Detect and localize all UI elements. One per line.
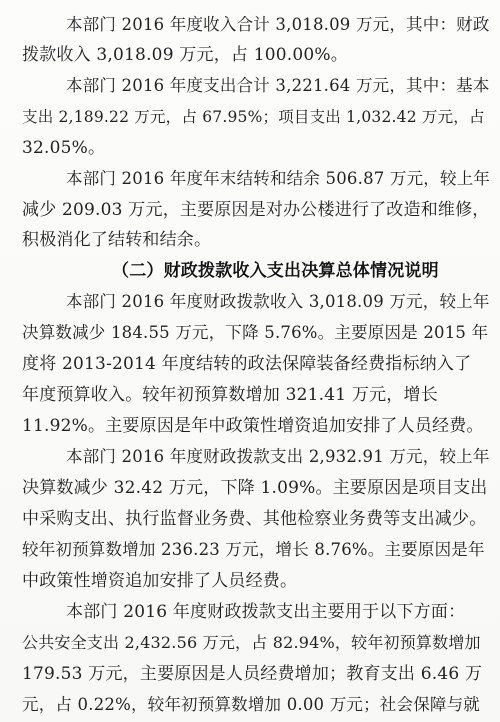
text-line: 支出 2,189.22 万元，占 67.95%；项目支出 1,032.42 万元，占 (22, 108, 485, 126)
text-line: 11.92%。主要原因是年中政策性增资追加安排了人员经费。 (22, 416, 484, 436)
section-heading: （二）财政拨款收入支出决算总体情况说明 (112, 261, 439, 281)
text-line: 本部门 2016 年度支出合计 3,221.64 万元，其中：基本 (66, 76, 490, 95)
text-line: 32.05%。 (22, 138, 106, 158)
text-line: 本部门 2016 年度财政拨款支出 2,932.91 万元，较上年 (66, 447, 490, 466)
text-line: 年度预算收入。较年初预算数增加 321.41 万元，增长 (22, 385, 438, 405)
text-line: 本部门 2016 年度收入合计 3,018.09 万元，其中：财政 (66, 15, 490, 34)
text-line: 公共安全支出 2,432.56 万元，占 82.94%，较年初预算数增加 (22, 633, 481, 652)
text-line: 决算数减少 32.42 万元，下降 1.09%。主要原因是项目支出 (22, 478, 488, 498)
text-line: 减少 209.03 万元，主要原因是对办公楼进行了改造和维修， (22, 200, 490, 220)
text-line: 本部门 2016 年度财政拨款支出主要用于以下方面： (66, 602, 466, 622)
text-line: 积极消化了结转和结余。 (22, 230, 212, 250)
text-line: 本部门 2016 年度财政拨款收入 3,018.09 万元，较上年 (66, 292, 490, 311)
text-line: 较年初预算数增加 236.23 万元，增长 8.76%。主要原因是年 (22, 540, 485, 559)
text-line: 本部门 2016 年度年末结转和结余 506.87 万元，较上年 (66, 169, 491, 188)
text-line: 决算数减少 184.55 万元，下降 5.76%。主要原因是 2015 年 (22, 323, 489, 342)
text-line: 中政策性增资追加安排了人员经费。 (22, 571, 298, 591)
text-line: 中采购支出、执行监督业务费、其他检察业务费等支出减少。 (22, 509, 487, 529)
text-line: 179.53 万元，主要原因是人员经费增加；教育支出 6.46 万 (22, 664, 483, 684)
text-line: 度将 2013-2014 年度结转的政法保障装备经费指标纳入了 (22, 354, 472, 374)
text-line: 拨款收入 3,018.09 万元，占 100.00%。 (22, 45, 348, 65)
text-line: 元，占 0.22%，较年初预算数增加 0.00 万元；社会保障与就 (22, 695, 480, 714)
